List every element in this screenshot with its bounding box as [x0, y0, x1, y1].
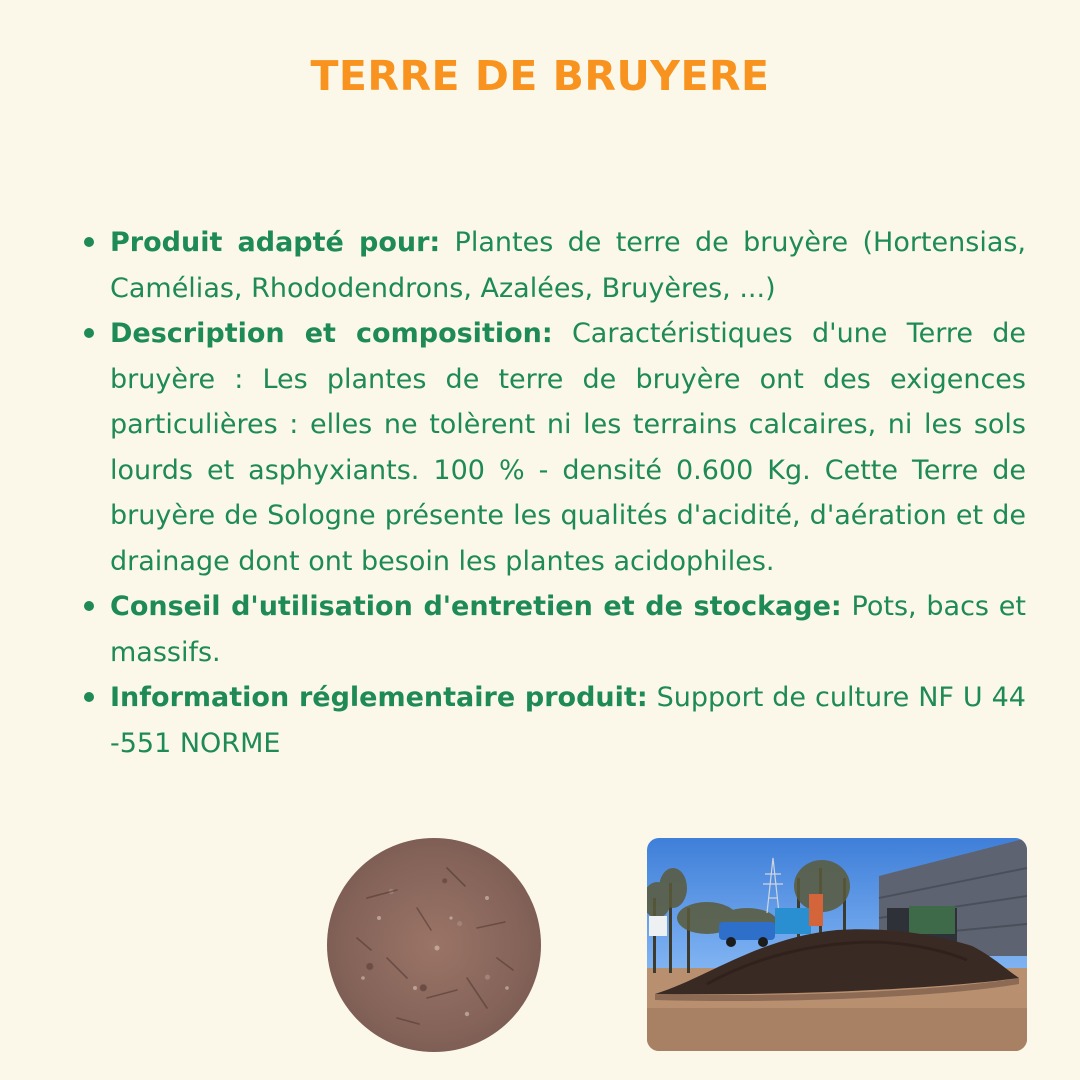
bullet-dot-icon — [84, 601, 94, 611]
advice-text: Pots, bacs et massifs. — [110, 591, 1027, 668]
bullet-dot-icon — [84, 692, 94, 702]
soil-texture-graphic — [327, 838, 541, 1052]
site-scene-graphic — [647, 838, 1027, 1051]
regulation-label: Information réglementaire produit: — [110, 682, 648, 713]
list-item-regulation — [84, 675, 1026, 766]
list-item-advice — [84, 584, 1026, 675]
list-item-description — [84, 311, 1026, 584]
page-title: TERRE DE BRUYERE — [310, 52, 770, 100]
soil-pile-site-photo — [647, 838, 1027, 1051]
list-item-usage — [84, 220, 1026, 311]
description-text: Caractéristiques d'une Terre de bruyère : Les plantes de terre de bruyère ont des exigences particulières : elles ne tolèrent ni les terrains calcaires, ni les sols lourds et asphyxiants. 100 % - densité 0.600 Kg. Cette Terre de bruyère de Sologne présente les qualités d'acidité, d'aération et de drainage dont ont besoin les plantes acidophiles. — [110, 318, 1026, 577]
product-info-list — [84, 220, 1026, 766]
advice-label: Conseil d'utilisation d'entretien et de stockage: — [110, 591, 842, 622]
bullet-dot-icon — [84, 328, 94, 338]
soil-closeup-photo — [327, 838, 541, 1052]
usage-text: Plantes de terre de bruyère (Hortensias, Camélias, Rhododendrons, Azalées, Bruyères, ...) — [110, 227, 1027, 304]
usage-label: Produit adapté pour: — [110, 227, 441, 258]
description-label: Description et composition: — [110, 318, 553, 349]
regulation-text: Support de culture NF U 44 -551 NORME — [110, 682, 1026, 759]
bullet-dot-icon — [84, 237, 94, 247]
